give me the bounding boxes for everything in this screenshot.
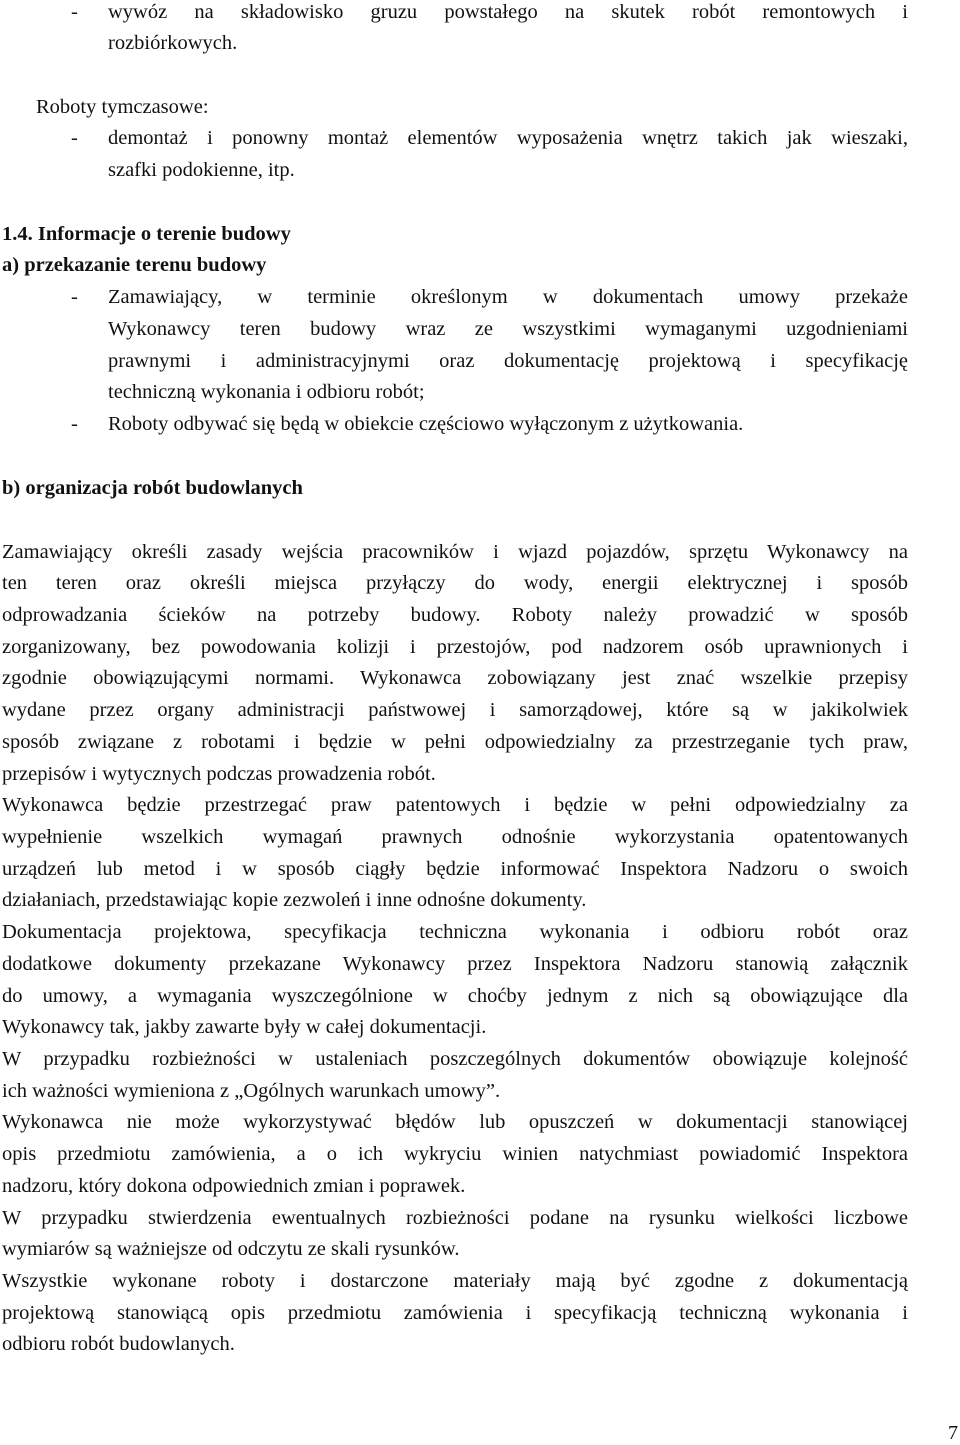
- list-item-line: demontaż i ponowny montaż elementów wyposażenia wnętrz takich jak wieszaki,: [108, 127, 908, 149]
- paragraph-line: zorganizowany, bez powodowania kolizji i przestojów, pod nadzorem osób uprawnionych i: [2, 636, 908, 658]
- paragraph-line: Wykonawca nie może wykorzystywać błędów lub opuszczeń w dokumentacji stanowiącej: [2, 1111, 908, 1133]
- list-item-line: Wykonawcy teren budowy wraz ze wszystkimi wymaganymi uzgodnieniami: [108, 318, 908, 340]
- subsection-a-title: a) przekazanie terenu budowy: [2, 254, 267, 276]
- list-dash: -: [71, 286, 78, 308]
- section-heading: [2, 222, 291, 246]
- paragraph-line: projektową stanowiącą opis przedmiotu zamówienia i specyfikacją techniczną wykonania i: [2, 1302, 908, 1324]
- paragraph-line: Wykonawca będzie przestrzegać praw patentowych i będzie w pełni odpowiedzialny za: [2, 794, 908, 816]
- paragraph-line: W przypadku rozbieżności w ustaleniach poszczególnych dokumentów obowiązuje kolejność: [2, 1048, 908, 1070]
- list-item-line: techniczną wykonania i odbioru robót;: [108, 381, 425, 403]
- list-item-line: Zamawiający, w terminie określonym w dokumentach umowy przekaże: [108, 286, 908, 308]
- section-title: Informacje o terenie budowy: [37, 223, 291, 245]
- temporary-heading: Roboty tymczasowe:: [36, 96, 209, 118]
- subsection-b-title: b) organizacja robót budowlanych: [2, 477, 303, 499]
- paragraph-line: ten teren oraz określi miejsca przyłączy do wody, energii elektrycznej i sposób: [2, 572, 908, 594]
- paragraph-line: Zamawiający określi zasady wejścia pracowników i wjazd pojazdów, sprzętu Wykonawcy na: [2, 541, 908, 563]
- paragraph-line: W przypadku stwierdzenia ewentualnych rozbieżności podane na rysunku wielkości liczbowe: [2, 1207, 908, 1229]
- list-item-line: wywóz na składowisko gruzu powstałego na skutek robót remontowych i: [108, 1, 908, 23]
- paragraph-line: odprowadzania ścieków na potrzeby budowy. Roboty należy prowadzić w sposób: [2, 604, 908, 626]
- paragraph-line: przepisów i wytycznych podczas prowadzenia robót.: [2, 763, 436, 785]
- paragraph-line: wydane przez organy administracji państwowej i samorządowej, które są w jakikolwiek: [2, 699, 908, 721]
- paragraph-line: zgodnie obowiązującymi normami. Wykonawca zobowiązany jest znać wszelkie przepisy: [2, 667, 908, 689]
- paragraph-line: nadzoru, który dokona odpowiednich zmian i poprawek.: [2, 1175, 466, 1197]
- list-item-line: szafki podokienne, itp.: [108, 159, 295, 181]
- paragraph-line: Wykonawcy tak, jakby zawarte były w całej dokumentacji.: [2, 1016, 487, 1038]
- paragraph-line: urządzeń lub metod i w sposób ciągły będzie informować Inspektora Nadzoru o swoich: [2, 858, 908, 880]
- list-dash: -: [71, 127, 78, 149]
- paragraph-line: wypełnienie wszelkich wymagań prawnych odnośnie wykorzystania opatentowanych: [2, 826, 908, 848]
- paragraph-line: opis przedmiotu zamówienia, a o ich wykryciu winien natychmiast powiadomić Inspektora: [2, 1143, 908, 1165]
- section-number: 1.4.: [2, 223, 33, 245]
- list-item-line: rozbiórkowych.: [108, 32, 238, 54]
- paragraph-line: ich ważności wymieniona z „Ogólnych warunkach umowy”.: [2, 1080, 501, 1102]
- paragraph-line: działaniach, przedstawiając kopie zezwoleń i inne odnośne dokumenty.: [2, 889, 587, 911]
- list-dash: -: [71, 413, 78, 435]
- paragraph-line: sposób związane z robotami i będzie w pełni odpowiedzialny za przestrzeganie tych praw,: [2, 731, 908, 753]
- paragraph-line: odbioru robót budowlanych.: [2, 1333, 235, 1355]
- list-dash: -: [71, 1, 78, 23]
- list-item-line: prawnymi i administracyjnymi oraz dokumentację projektową i specyfikację: [108, 350, 908, 372]
- list-item-line: Roboty odbywać się będą w obiekcie częściowo wyłączonym z użytkowania.: [108, 413, 744, 435]
- paragraph-line: Wszystkie wykonane roboty i dostarczone materiały mają być zgodne z dokumentacją: [2, 1270, 908, 1292]
- paragraph-line: wymiarów są ważniejsze od odczytu ze skali rysunków.: [2, 1238, 460, 1260]
- paragraph-line: do umowy, a wymagania wyszczególnione w choćby jednym z nich są obowiązujące dla: [2, 985, 908, 1007]
- paragraph-line: Dokumentacja projektowa, specyfikacja techniczna wykonania i odbioru robót oraz: [2, 921, 908, 943]
- paragraph-line: dodatkowe dokumenty przekazane Wykonawcy przez Inspektora Nadzoru stanowią załącznik: [2, 953, 908, 975]
- page-number: 7: [948, 1422, 958, 1444]
